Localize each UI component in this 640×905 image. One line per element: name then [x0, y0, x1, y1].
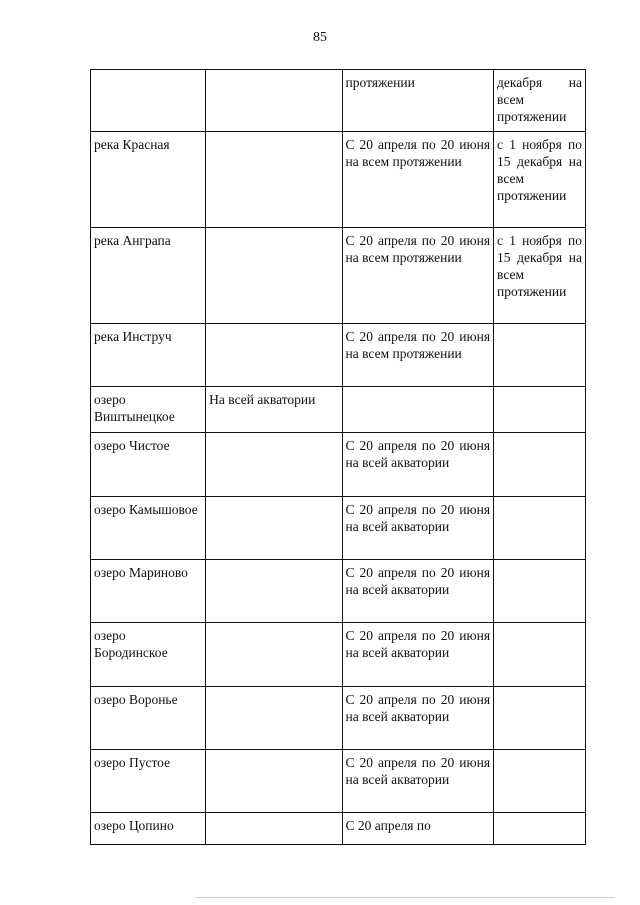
- spring-period-cell: [342, 387, 494, 433]
- area-cell: [206, 560, 342, 623]
- spring-period-cell: С 20 апреля по 20 июня на всем протяжении: [342, 324, 494, 387]
- autumn-period-cell: [494, 750, 586, 813]
- autumn-period-cell: [494, 687, 586, 750]
- spring-period-cell: С 20 апреля по 20 июня на всей акватории: [342, 687, 494, 750]
- area-cell: [206, 228, 342, 324]
- table-row: [91, 623, 586, 687]
- water-body-cell: река Анграпа: [91, 228, 206, 324]
- water-body-cell: озеро Воронье: [91, 687, 206, 750]
- autumn-period-cell: [494, 324, 586, 387]
- area-cell: [206, 813, 342, 845]
- table-row: [91, 433, 586, 497]
- table-row: [91, 687, 586, 750]
- spring-period-cell: С 20 апреля по 20 июня на всей акватории: [342, 560, 494, 623]
- autumn-period-cell: с 1 ноября по 15 декабря на всем протяжении: [494, 132, 586, 228]
- autumn-period-cell: [494, 813, 586, 845]
- autumn-period-cell: с 1 ноября по 15 декабря на всем протяжении: [494, 228, 586, 324]
- regulations-table: [90, 69, 586, 845]
- area-cell: [206, 623, 342, 687]
- area-cell: [206, 324, 342, 387]
- water-body-cell: озеро Чистое: [91, 433, 206, 497]
- table-row: [91, 387, 586, 433]
- spring-period-cell: С 20 апреля по 20 июня на всей акватории: [342, 497, 494, 560]
- area-cell: [206, 750, 342, 813]
- area-cell: На всей акватории: [206, 387, 342, 433]
- water-body-cell: озеро Бородинское: [91, 623, 206, 687]
- spring-period-cell: С 20 апреля по: [342, 813, 494, 845]
- water-body-cell: река Инструч: [91, 324, 206, 387]
- table-row: [91, 497, 586, 560]
- area-cell: [206, 433, 342, 497]
- table-row: [91, 813, 586, 845]
- spring-period-cell: С 20 апреля по 20 июня на всей акватории: [342, 750, 494, 813]
- water-body-cell: озеро Пустое: [91, 750, 206, 813]
- table-row: [91, 132, 586, 228]
- water-body-cell: озеро Виштынецкое: [91, 387, 206, 433]
- table-row: [91, 560, 586, 623]
- autumn-period-cell: [494, 497, 586, 560]
- spring-period-cell: С 20 апреля по 20 июня на всей акватории: [342, 433, 494, 497]
- water-body-cell: озеро Камышовое: [91, 497, 206, 560]
- table-row: [91, 70, 586, 132]
- autumn-period-cell: [494, 433, 586, 497]
- area-cell: [206, 687, 342, 750]
- area-cell: [206, 70, 342, 132]
- water-body-cell: озеро Мариново: [91, 560, 206, 623]
- scan-edge-line: [195, 897, 615, 898]
- area-cell: [206, 497, 342, 560]
- autumn-period-cell: [494, 623, 586, 687]
- spring-period-cell: протяжении: [342, 70, 494, 132]
- autumn-period-cell: [494, 387, 586, 433]
- table-row: [91, 324, 586, 387]
- table-row: [91, 750, 586, 813]
- page-number: 85: [313, 30, 327, 45]
- table-row: [91, 228, 586, 324]
- autumn-period-cell: декабря на всем протяжении: [494, 70, 586, 132]
- water-body-cell: озеро Цопино: [91, 813, 206, 845]
- spring-period-cell: С 20 апреля по 20 июня на всей акватории: [342, 623, 494, 687]
- autumn-period-cell: [494, 560, 586, 623]
- area-cell: [206, 132, 342, 228]
- spring-period-cell: С 20 апреля по 20 июня на всем протяжении: [342, 228, 494, 324]
- spring-period-cell: С 20 апреля по 20 июня на всем протяжении: [342, 132, 494, 228]
- water-body-cell: река Красная: [91, 132, 206, 228]
- water-body-cell: [91, 70, 206, 132]
